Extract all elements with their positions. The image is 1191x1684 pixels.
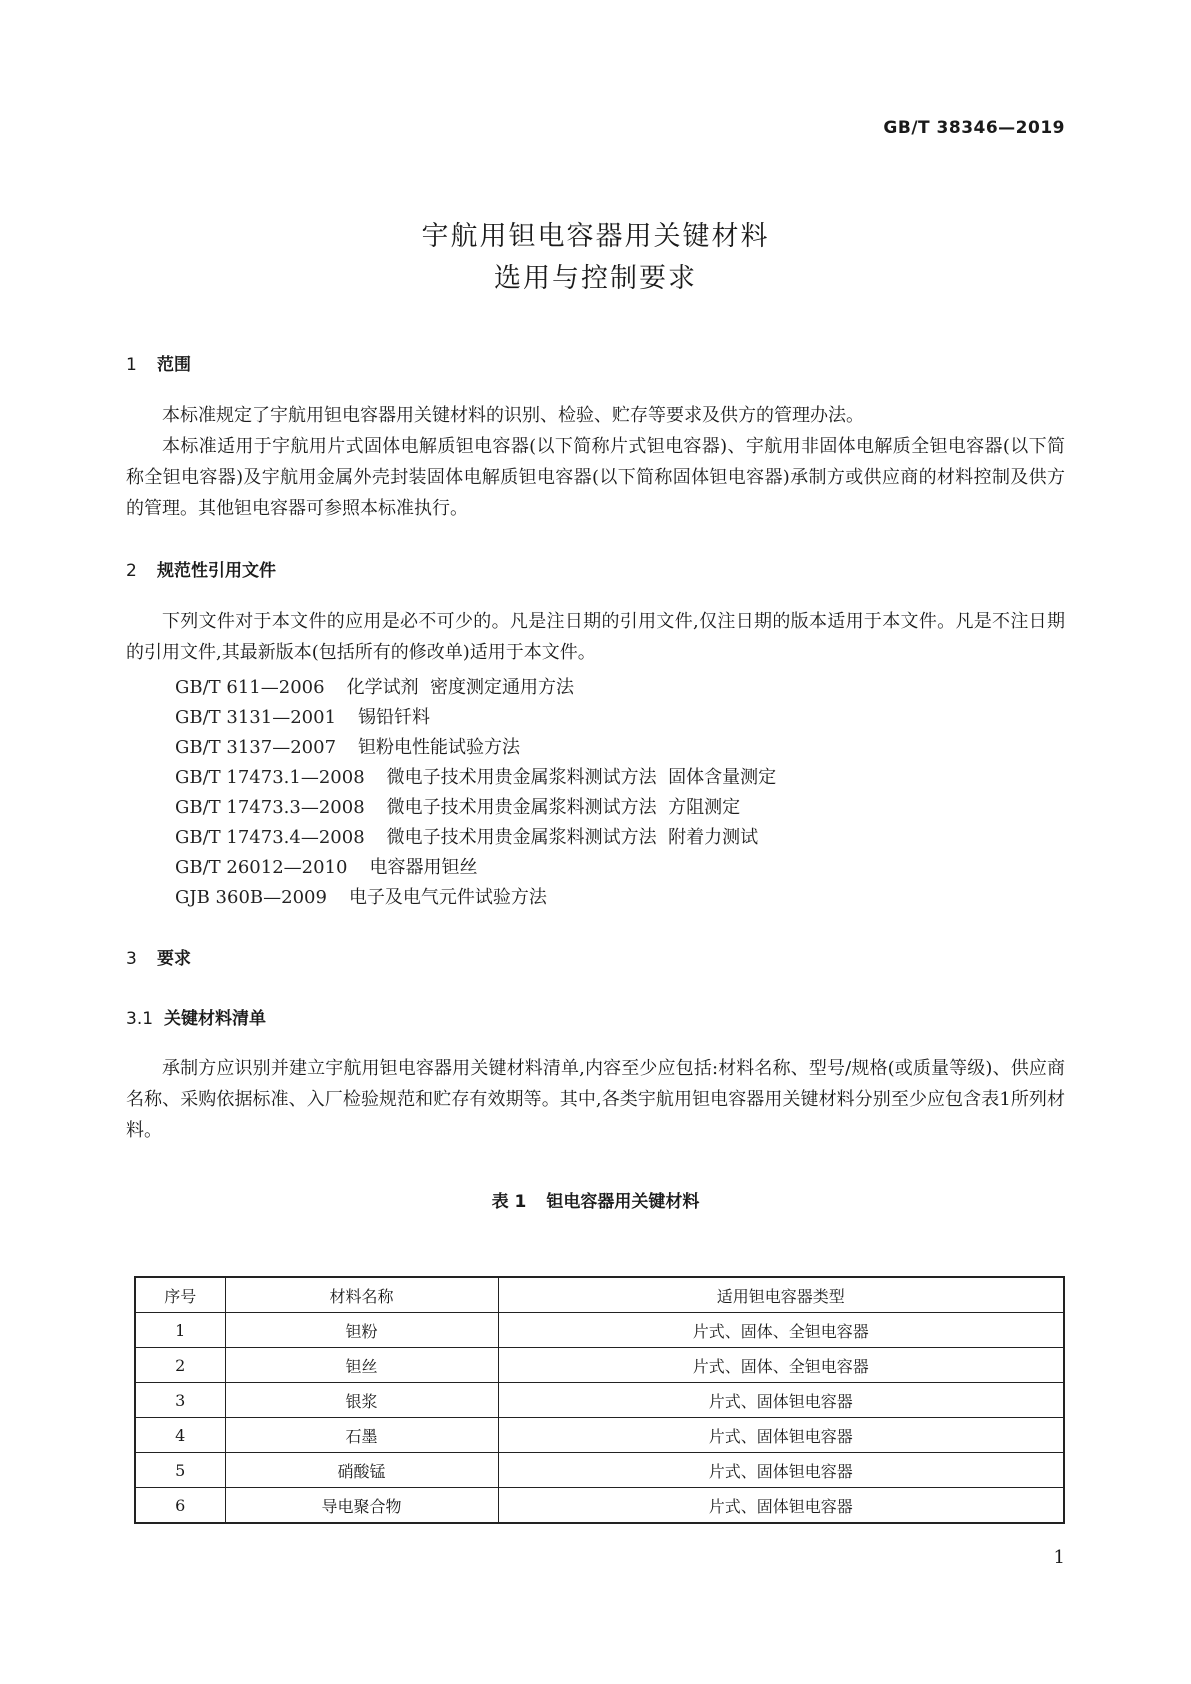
table-caption-number: 表 1 [491, 1192, 527, 1212]
section-3-1-heading [126, 1004, 266, 1029]
cell-material: 石墨 [225, 1418, 498, 1453]
reference-item: GB/T 611—2006 化学试剂 密度测定通用方法 [175, 677, 575, 698]
section-3-title: 要求 [157, 949, 191, 969]
reference-item: GB/T 17473.1—2008 微电子技术用贵金属浆料测试方法 固体含量测定 [175, 767, 777, 788]
reference-item: GB/T 3131—2001 锡铅钎料 [175, 707, 431, 728]
cell-index: 5 [135, 1453, 225, 1488]
cell-material: 钽粉 [225, 1313, 498, 1348]
section-1-para-1: 本标准规定了宇航用钽电容器用关键材料的识别、检验、贮存等要求及供方的管理办法。 [162, 405, 864, 426]
cell-material: 导电聚合物 [225, 1488, 498, 1524]
cell-material: 银浆 [225, 1383, 498, 1418]
cell-type: 片式、固体钽电容器 [498, 1453, 1064, 1488]
cell-index: 4 [135, 1418, 225, 1453]
section-3-1-number: 3.1 [126, 1009, 154, 1029]
table-caption-title: 钽电容器用关键材料 [546, 1192, 700, 1212]
cell-index: 2 [135, 1348, 225, 1383]
page-number: 1 [1053, 1547, 1065, 1568]
header-cell-type: 适用钽电容器类型 [498, 1277, 1064, 1313]
table-row [135, 1383, 1064, 1418]
cell-material: 硝酸锰 [225, 1453, 498, 1488]
section-2-number: 2 [126, 561, 137, 581]
cell-type: 片式、固体、全钽电容器 [498, 1348, 1064, 1383]
section-1-para-2: 本标准适用于宇航用片式固体电解质钽电容器(以下简称片式钽电容器)、宇航用非固体电解质全钽电容器(以下简称全钽电容器)及宇航用金属外壳封装固体电解质钽电容器(以下简称固体钽电容器)承制方或供应商的材料控制及供方的管理。其他钽电容器可参照本标准执行。 [126, 436, 1065, 519]
cell-type: 片式、固体钽电容器 [498, 1383, 1064, 1418]
cell-material: 钽丝 [225, 1348, 498, 1383]
reference-item: GJB 360B—2009 电子及电气元件试验方法 [175, 887, 547, 908]
section-1-heading [126, 350, 191, 375]
reference-item: GB/T 17473.3—2008 微电子技术用贵金属浆料测试方法 方阻测定 [175, 797, 741, 818]
cell-type: 片式、固体、全钽电容器 [498, 1313, 1064, 1348]
section-3-heading [126, 944, 191, 969]
section-2-title: 规范性引用文件 [157, 561, 276, 581]
table-row [135, 1488, 1064, 1524]
table-row [135, 1348, 1064, 1383]
section-1-number: 1 [126, 355, 137, 375]
table-header-row [135, 1277, 1064, 1313]
cell-index: 1 [135, 1313, 225, 1348]
section-3-number: 3 [126, 949, 137, 969]
reference-item: GB/T 3137—2007 钽粉电性能试验方法 [175, 737, 521, 758]
header-cell-index: 序号 [135, 1277, 225, 1313]
section-3-1-para-1: 承制方应识别并建立宇航用钽电容器用关键材料清单,内容至少应包括:材料名称、型号/规格(或质量等级)、供应商名称、采购依据标准、入厂检验规范和贮存有效期等。其中,各类宇航用钽电容器用关键材料分别至少应包含表1所列材料。 [126, 1058, 1065, 1141]
section-2-para-1: 下列文件对于本文件的应用是必不可少的。凡是注日期的引用文件,仅注日期的版本适用于本文件。凡是不注日期的引用文件,其最新版本(包括所有的修改单)适用于本文件。 [126, 611, 1065, 663]
cell-index: 3 [135, 1383, 225, 1418]
document-title-line2: 选用与控制要求 [494, 263, 697, 294]
table-caption [0, 1187, 1191, 1212]
header-cell-material: 材料名称 [225, 1277, 498, 1313]
section-3-1-title: 关键材料清单 [164, 1009, 266, 1029]
table-row [135, 1453, 1064, 1488]
standard-code: GB/T 38346—2019 [883, 118, 1065, 138]
cell-type: 片式、固体钽电容器 [498, 1488, 1064, 1524]
cell-type: 片式、固体钽电容器 [498, 1418, 1064, 1453]
reference-item: GB/T 17473.4—2008 微电子技术用贵金属浆料测试方法 附着力测试 [175, 827, 759, 848]
section-1-title: 范围 [157, 355, 191, 375]
reference-item: GB/T 26012—2010 电容器用钽丝 [175, 857, 478, 878]
document-title-line1: 宇航用钽电容器用关键材料 [421, 221, 770, 252]
materials-table [134, 1276, 1065, 1524]
section-2-heading [126, 556, 276, 581]
table-row [135, 1418, 1064, 1453]
table-row [135, 1313, 1064, 1348]
cell-index: 6 [135, 1488, 225, 1524]
